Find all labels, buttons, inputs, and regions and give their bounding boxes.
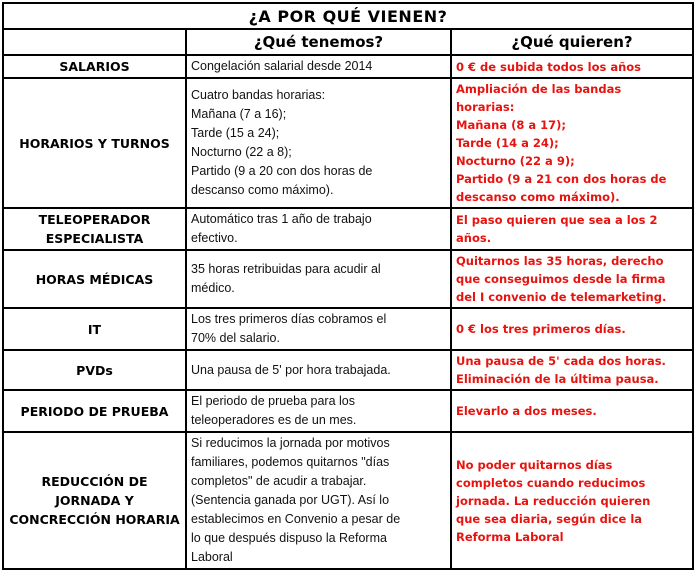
text-line: lo que después dispuso la Reforma bbox=[191, 531, 387, 545]
want-cell bbox=[451, 55, 693, 78]
text-line: Congelación salarial desde 2014 bbox=[191, 59, 373, 73]
column-header-want: ¿Qué quieren? bbox=[451, 29, 693, 55]
table-title: ¿A POR QUÉ VIENEN? bbox=[3, 3, 693, 29]
have-cell bbox=[186, 78, 451, 208]
want-cell bbox=[451, 78, 693, 208]
text-line: Si reducimos la jornada por motivos bbox=[191, 436, 390, 450]
table-row bbox=[3, 250, 693, 308]
text-line: del I convenio de telemarketing. bbox=[456, 290, 667, 304]
text-line: familiares, podemos quitarnos "días bbox=[191, 455, 390, 469]
text-line: No poder quitarnos días bbox=[456, 457, 613, 472]
text-line: años. bbox=[456, 231, 492, 245]
row-label: PVDs bbox=[3, 350, 186, 390]
row-label: HORARIOS Y TURNOS bbox=[3, 78, 186, 208]
row-label: HORAS MÉDICAS bbox=[3, 250, 186, 308]
text-line: Reforma Laboral bbox=[456, 529, 564, 544]
text-line: Tarde (14 a 24); bbox=[456, 136, 559, 150]
text-line: Partido (9 a 20 con dos horas de bbox=[191, 164, 373, 178]
row-label: REDUCCIÓN DE JORNADA Y CONCRECCIÓN HORARIA bbox=[3, 432, 186, 569]
text-line: Elevarlo a dos meses. bbox=[456, 404, 597, 418]
want-cell bbox=[451, 308, 693, 350]
text-line: médico. bbox=[191, 281, 235, 295]
text-line: teleoperadores es de un mes. bbox=[191, 413, 357, 427]
text-line: efectivo. bbox=[191, 231, 238, 245]
text-line: El paso quieren que sea a los 2 bbox=[456, 213, 658, 227]
text-line: jornada. La reducción quieren bbox=[456, 493, 651, 508]
text-line: 0 € los tres primeros días. bbox=[456, 322, 626, 336]
text-line: Ampliación de las bandas bbox=[456, 82, 622, 96]
text-line: descanso como máximo). bbox=[191, 183, 334, 197]
have-cell bbox=[186, 208, 451, 250]
title-row bbox=[3, 3, 693, 29]
table-row bbox=[3, 350, 693, 390]
text-line: (Sentencia ganada por UGT). Así lo bbox=[191, 493, 390, 507]
table-row bbox=[3, 208, 693, 250]
text-line: Una pausa de 5' cada dos horas. bbox=[456, 354, 666, 368]
have-cell bbox=[186, 308, 451, 350]
text-line: Laboral bbox=[191, 550, 233, 564]
have-cell bbox=[186, 55, 451, 78]
text-line: que sea diaria, según dice la bbox=[456, 511, 643, 526]
text-line: El periodo de prueba para los bbox=[191, 394, 356, 408]
header-empty-cell bbox=[3, 29, 186, 55]
text-line: Nocturno (22 a 9); bbox=[456, 154, 575, 168]
have-cell bbox=[186, 350, 451, 390]
text-line: establecimos en Convenio a pesar de bbox=[191, 512, 401, 526]
want-cell bbox=[451, 350, 693, 390]
text-line: Cuatro bandas horarias: bbox=[191, 88, 326, 102]
have-cell bbox=[186, 390, 451, 432]
have-cell bbox=[186, 250, 451, 308]
text-line: 0 € de subida todos los años bbox=[456, 59, 642, 74]
header-row bbox=[3, 29, 693, 55]
text-line: Eliminación de la última pausa. bbox=[456, 372, 659, 386]
text-line: Quitarnos las 35 horas, derecho bbox=[456, 254, 664, 268]
comparison-table bbox=[2, 2, 694, 570]
text-line: Partido (9 a 21 con dos horas de bbox=[456, 172, 667, 186]
row-label: TELEOPERADOR ESPECIALISTA bbox=[3, 208, 186, 250]
want-cell bbox=[451, 250, 693, 308]
row-label: SALARIOS bbox=[3, 55, 186, 78]
table-row bbox=[3, 390, 693, 432]
text-line: completos cuando reducimos bbox=[456, 475, 646, 490]
want-cell bbox=[451, 432, 693, 569]
column-header-have: ¿Qué tenemos? bbox=[186, 29, 451, 55]
text-line: 70% del salario. bbox=[191, 331, 280, 345]
table-row bbox=[3, 308, 693, 350]
text-line: horarias: bbox=[456, 100, 515, 114]
row-label: IT bbox=[3, 308, 186, 350]
table-row bbox=[3, 78, 693, 208]
text-line: Automático tras 1 año de trabajo bbox=[191, 212, 372, 226]
text-line: Mañana (7 a 16); bbox=[191, 107, 287, 121]
text-line: Nocturno (22 a 8); bbox=[191, 145, 292, 159]
have-cell bbox=[186, 432, 451, 569]
text-line: Los tres primeros días cobramos el bbox=[191, 312, 387, 326]
text-line: completos" de acudir a trabajar. bbox=[191, 474, 367, 488]
want-cell bbox=[451, 390, 693, 432]
want-cell bbox=[451, 208, 693, 250]
table-row bbox=[3, 55, 693, 78]
text-line: Mañana (8 a 17); bbox=[456, 118, 566, 132]
text-line: descanso como máximo). bbox=[456, 190, 620, 204]
row-label: PERIODO DE PRUEBA bbox=[3, 390, 186, 432]
table-row bbox=[3, 432, 693, 569]
text-line: Tarde (15 a 24); bbox=[191, 126, 280, 140]
text-line: 35 horas retribuidas para acudir al bbox=[191, 262, 381, 276]
text-line: Una pausa de 5' por hora trabajada. bbox=[191, 362, 391, 377]
text-line: que conseguimos desde la firma bbox=[456, 272, 666, 286]
